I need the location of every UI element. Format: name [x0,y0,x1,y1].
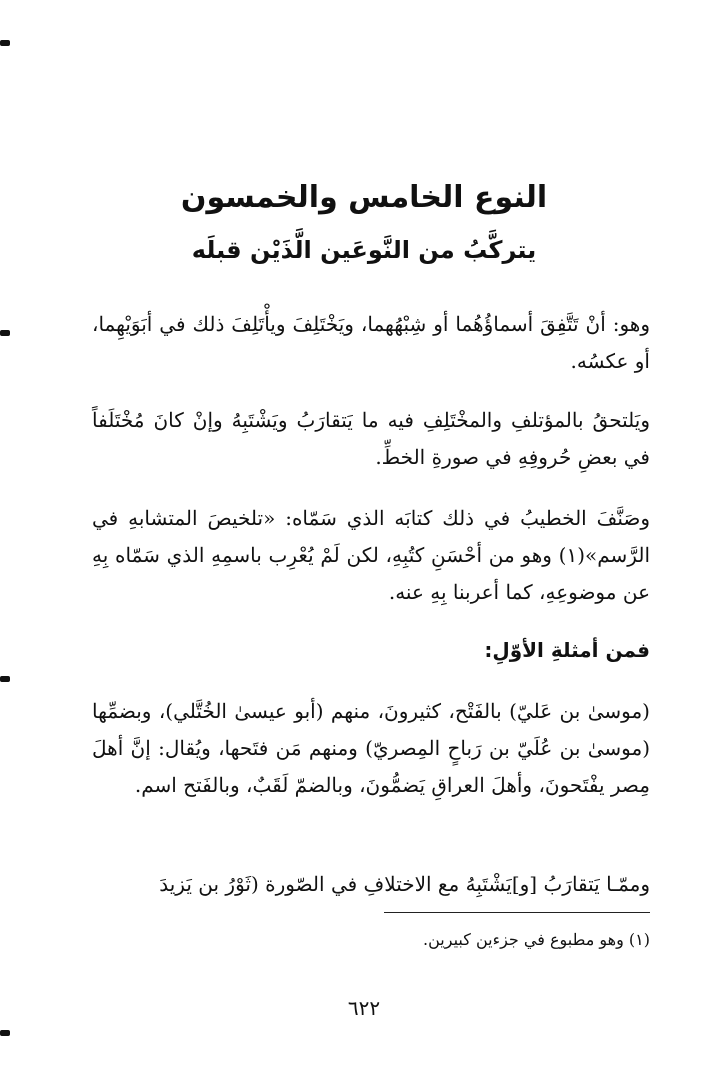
scan-edge-mark [0,330,10,336]
footnote-divider [384,912,650,913]
scan-edge-mark [0,1030,10,1036]
page-number: ٦٢٢ [347,996,381,1020]
scan-edge-mark [0,40,10,46]
chapter-subtitle: يتركَّبُ من النَّوعَين الَّذَيْن قبلَه [191,236,537,264]
section-heading: فمن أمثلةِ الأوّلِ: [484,638,650,662]
paragraph-example: (موسىٰ بن عَليّ) بالفَتْح، كثيرونَ، منهم (أبو عيسىٰ الخُتَّلي)، وبضمِّها (موسىٰ بن عُلَيّ بن رَباحٍ المِصريّ) ومنهم مَن فتَحها، ويُقال: إنَّ أهلَ مِصر يفْتَحونَ، وأهلَ العراقِ يَضمُّونَ، وبالضمّ لَقَبٌ، وبالفَتح اسم. [92,699,650,797]
paragraph-related: ويَلتحقُ بالمؤتلفِ والمخْتَلِفِ فيه ما يَتقارَبُ ويَشْتَبِهُ وإنْ كانَ مُخْتَلَفاً في بعضِ حُروفِهِ في صورةِ الخطِّ. [92,408,650,469]
scan-edge-mark [0,676,10,682]
paragraph-definition: وهو: أنْ تَتَّفِقَ أسماؤُهُما أو شِبْهُهما، ويَخْتَلِفَ ويأْتَلِفَ ذلك في أبَوَيْهِما، أو عكسُه. [92,312,650,373]
chapter-title: النوع الخامس والخمسون [180,180,548,215]
paragraph-khatib: وصَنَّفَ الخطيبُ في ذلك كتابَه الذي سَمّاه: «تلخيصَ المتشابهِ في الرَّسم»(١) وهو من أحْسَنِ كتُبِهِ، لكن لَمْ يُعْرِب باسمِهِ الذي سَمّاه بِهِ عن موضوعِهِ، كما أعربنا بِهِ عنه. [92,506,650,604]
paragraph-continuation: وممّـا يَتقارَبُ [و]يَشْتَبِهُ مع الاختلافِ في الصّورة (ثَوْرُ بن يَزيدَ [159,872,650,896]
footnote: (١) وهو مطبوع في جزءين كبيرين. [423,930,650,949]
